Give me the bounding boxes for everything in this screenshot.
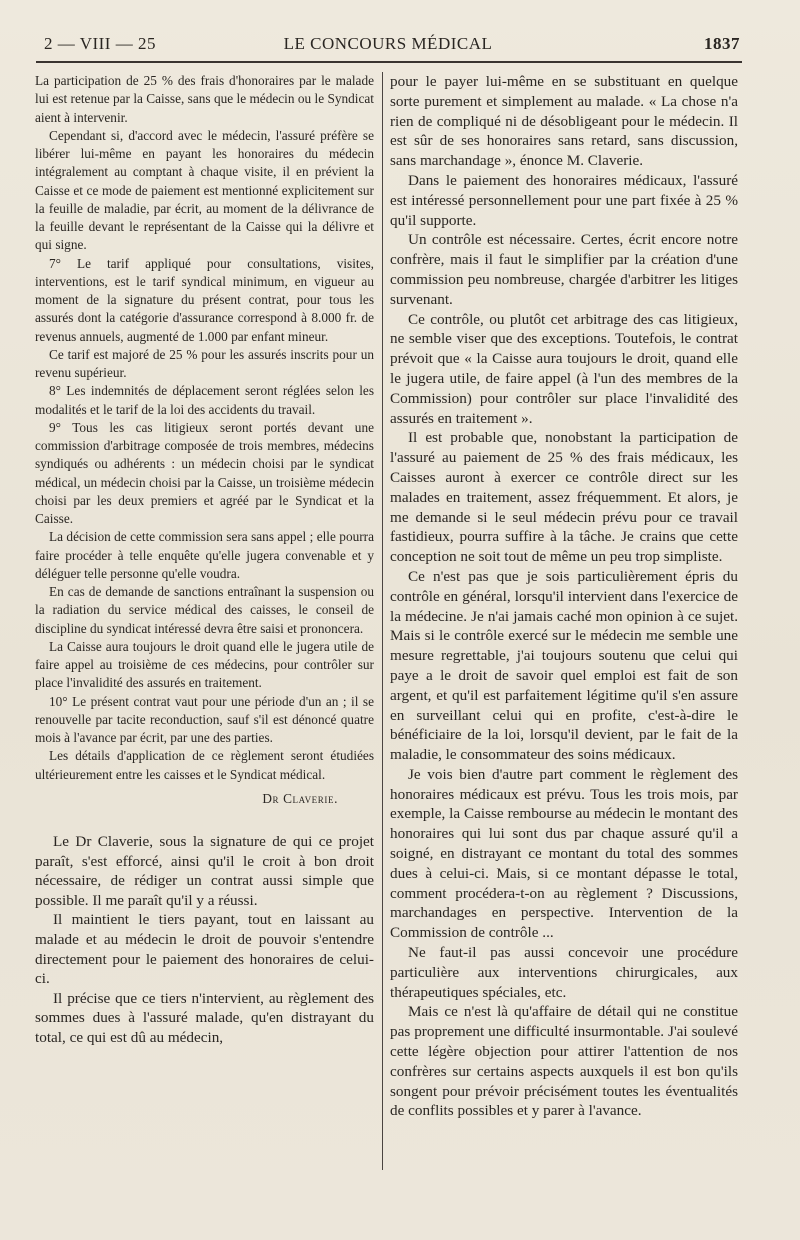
paragraph: 9° Tous les cas litigieux seront portés devant une commission d'arbitrage composée de trois membres, médecins syndiqués ou adhérents : un médecin choisi par le syndicat médical, un médecin choisi par la Caisse, un troisième médecin choisi par les deux premiers et agréé par le Syndicat et la Caisse. [35,419,374,526]
paragraph: Dans le paiement des honoraires médicaux, l'assuré est intéressé personnellement pour une part fixée à 25 % qu'il supporte. [390,171,738,229]
paragraph: Je vois bien d'autre part comment le règlement des honoraires médicaux est prévu. Tous les trois mois, par exemple, la Caisse rembourse au médecin le montant des honoraires qui lui sont dus par chaque assuré qu'il a soigné, en distrayant ce montant du total des sommes dues à celui-ci. Mais, si ce montant dépasse le total, comment procédera-t-on au règlement ? Discussions, marchandages en perspective. Intervention de la Commission de contrôle ... [390,765,738,942]
paragraph: La décision de cette commission sera sans appel ; elle pourra faire procéder à telle enquête qu'elle jugera convenable et y déléguer telle personne qu'elle voudra. [35,529,374,581]
page-header [36,30,740,64]
paragraph: La Caisse aura toujours le droit quand elle le jugera utile de faire appel au troisième de ces médecins, pour contrôler sur place l'invalidité des assurés en traitement. [35,638,374,691]
paragraph: Mais ce n'est là qu'affaire de détail qui ne constitue pas proprement une difficulté insurmontable. J'ai soulevé cette légère objection pour attirer l'attention de nos confrères sur certains aspects auxquels il est bon qu'ils songent pour prévoir précisément toutes les éventualités de conflits possibles et y parer à l'avance. [390,1003,738,1120]
paragraph: Ce contrôle, ou plutôt cet arbitrage des cas litigieux, ne semble viser que des exceptions. Toutefois, le contrat prévoit que « la Caisse aura toujours le droit, quand elle le jugera utile, de faire appel (à l'un des membres de la Commission) pour contrôler sur place l'invalidité des assurés en traitement ». [390,310,738,427]
left-column [35,72,374,1048]
paragraph: La participation de 25 % des frais d'honoraires par le malade lui est retenue par la Caisse, sans que le médecin ou le Syndicat aient à intervenir. [35,73,374,125]
paragraph: Il maintient le tiers payant, tout en laissant au malade et au médecin le droit de pouvoir s'entendre directement pour le paiement des honoraires de celui-ci. [35,911,374,988]
right-column [390,72,738,1121]
author-signature: Dr Claverie. [262,790,338,806]
paragraph: Ne faut-il pas aussi concevoir une procédure particulière aux interventions chirurgicales, aux thérapeutiques spéciales, etc. [390,944,738,1001]
paragraph: Il est probable que, nonobstant la participation de l'assuré au paiement de 25 % des frais médicaux, les Caisses auront à exercer ce contrôle direct sur les malades en traitement, assez fréquemment. Et alors, je me demande si le seul médecin prévu pour ce travail fastidieux, pourra suffire à la tâche. Je crains que cette conception ne soit tout de même un peu trop simpliste. [390,429,738,566]
paragraph: pour le payer lui-même en se substituant en quelque sorte purement et simplement au malade. « La chose n'a rien de compliqué ni de désobligeant pour le médecin. Il est sûr de ses honoraires sans retard, sans discussion, sans marchandage », énonce M. Claverie. [390,73,738,170]
issue-date: 2 — VIII — 25 [44,34,156,53]
paragraph: 10° Le présent contrat vaut pour une période d'un an ; il se renouvelle par tacite reconduction, sauf s'il est dénoncé quatre mois à l'avance par écrit, par une des parties. [35,693,374,745]
paragraph: Les détails d'application de ce règlement seront étudiées ultérieurement entre les caisses et le Syndicat médical. [35,748,374,782]
paragraph: Le Dr Claverie, sous la signature de qui ce projet paraît, s'est efforcé, ainsi qu'il le croit à bon droit nécessaire, de rédiger un contrat aussi simple que possible. Il me paraît qu'il y a réussi. [35,833,374,909]
header-rule [36,61,742,63]
paragraph: Il précise que ce tiers n'intervient, au règlement des sommes dues à l'assuré malade, qu'en distrayant du total, ce qui est dû au médecin, [35,989,374,1046]
paragraph: Ce n'est pas que je sois particulièrement épris du contrôle en général, lorsqu'il intervient dans l'exercice de la médecine. Je n'ai jamais caché mon opinion à ce sujet. Mais si le contrôle exercé sur le médecin me semble une mesure regrettable, j'ai toujours soutenu que celui qui paye a le droit de savoir quel emploi est fait de son argent, et qu'il est parfaitement légitime qu'il s'en assure en surveillant celui qui en profite, c'est-à-dire le bénéficiaire de la loi, lorsqu'il devient, par le fait de la maladie, le consommateur des soins médicaux. [390,567,738,764]
column-divider [382,72,383,1170]
paragraph: Un contrôle est nécessaire. Certes, écrit encore notre confrère, mais il faut le simplifier par la création d'une commission peu nombreuse, chargée d'arbitrer les litiges survenant. [390,231,738,308]
page-number: 1837 [704,34,740,53]
paragraph: Cependant si, d'accord avec le médecin, l'assuré préfère se libérer lui-même en payant les honoraires du médecin intégralement au comptant à chaque visite, il en prévient la Caisse et ce mode de paiement est mentionné explicitement sur la feuille de maladie, par écrit, au moment de la délivrance de la feuille devant le représentant de la Caisse qui la délivre et qui signe. [35,127,374,253]
paragraph: Ce tarif est majoré de 25 % pour les assurés inscrits pour un revenu supérieur. [35,346,374,380]
paragraph: 7° Le tarif appliqué pour consultations, visites, interventions, est le tarif syndical minimum, en vigueur au moment de la signature du présent contrat, pour tous les assurés dont la catégorie d'assurance correspond à 8.000 fr. de revenus annuels, augmenté de 1.000 par enfant mineur. [35,255,374,344]
commentary-text [35,832,374,1048]
journal-title: LE CONCOURS MÉDICAL [283,34,493,53]
contract-text [35,72,374,808]
paragraph: 8° Les indemnités de déplacement seront réglées selon les modalités et le tarif de la loi des accidents du travail. [35,383,374,417]
paragraph: En cas de demande de sanctions entraînant la suspension ou la radiation du service médical des caisses, le conseil de discipline du syndicat intéressé devra être saisi et prononcera. [35,584,374,636]
